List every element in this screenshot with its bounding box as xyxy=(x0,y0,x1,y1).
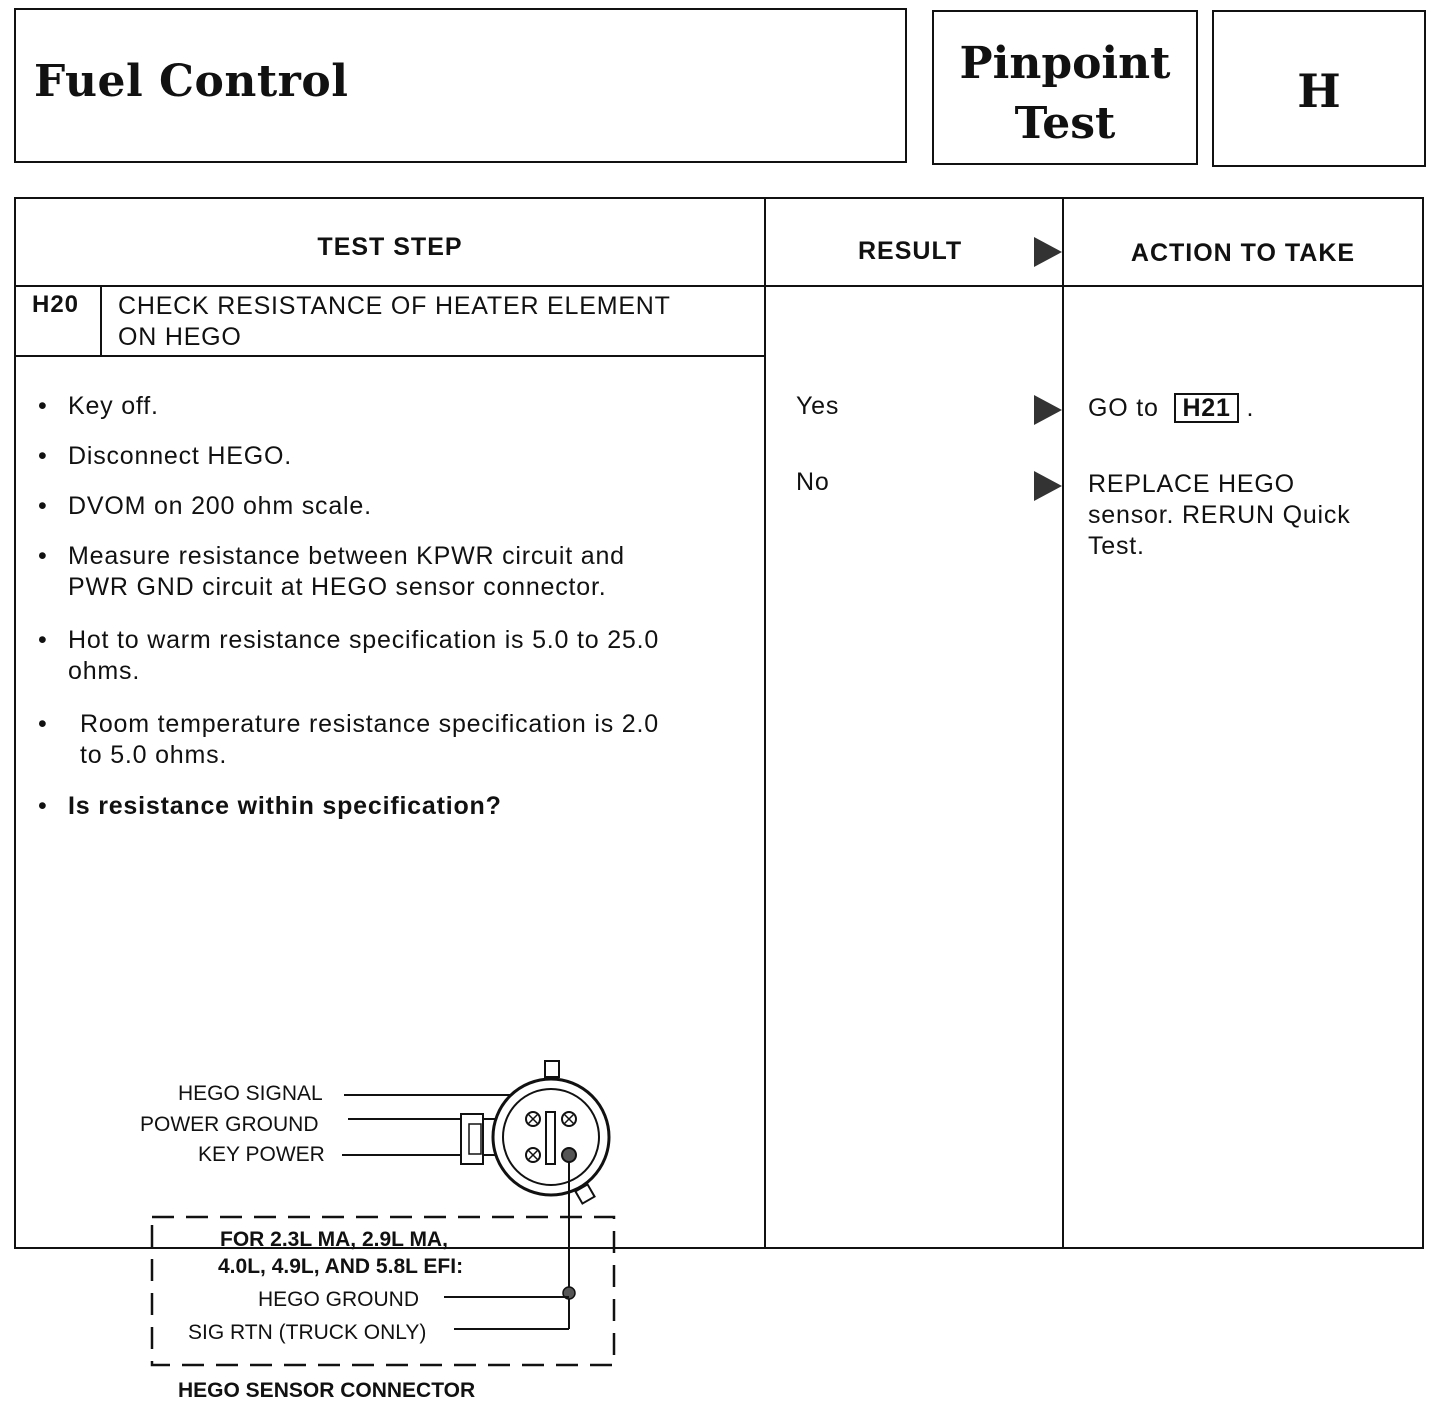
pin-icon xyxy=(562,1148,576,1162)
step-item xyxy=(80,709,659,771)
bullet-icon: • xyxy=(38,542,47,570)
step-question xyxy=(68,791,502,822)
step-item-line: Measure resistance between KPWR circuit and xyxy=(68,542,625,570)
header-divider xyxy=(16,285,1424,287)
column-divider-action xyxy=(1062,199,1064,1247)
arrow-right-icon xyxy=(1034,395,1062,425)
label-sig-rtn: SIG RTN (TRUCK ONLY) xyxy=(188,1321,427,1344)
test-letter: H xyxy=(1297,64,1341,118)
step-item xyxy=(68,391,159,422)
result-yes: Yes xyxy=(796,392,840,420)
diagram-caption: HEGO SENSOR CONNECTOR xyxy=(178,1379,476,1402)
header-action: ACTION TO TAKE xyxy=(1130,239,1356,267)
pinpoint-test-box xyxy=(932,10,1198,165)
bullet-icon: • xyxy=(38,442,47,470)
pin-icon xyxy=(562,1112,576,1126)
step-title-line1: CHECK RESISTANCE OF HEATER ELEMENT xyxy=(118,292,671,320)
connector-key-tab xyxy=(545,1061,559,1077)
pin-icon xyxy=(526,1112,540,1126)
bullet-icon: • xyxy=(38,792,47,820)
connector-latch-inner xyxy=(469,1124,481,1154)
step-item-line: Disconnect HEGO. xyxy=(68,442,292,470)
note-line2: 4.0L, 4.9L, AND 5.8L EFI: xyxy=(218,1255,464,1278)
bullet-icon: • xyxy=(38,710,47,738)
action-yes xyxy=(1088,393,1254,424)
label-hego-signal: HEGO SIGNAL xyxy=(178,1082,323,1105)
action-no-line: REPLACE HEGO xyxy=(1088,470,1295,498)
step-title-line2: ON HEGO xyxy=(118,323,242,351)
action-no-line: Test. xyxy=(1088,532,1145,560)
result-arrow-icon xyxy=(1034,237,1062,267)
connector-center-divider xyxy=(546,1112,555,1164)
action-yes-prefix: GO to xyxy=(1088,394,1159,422)
label-key-power: KEY POWER xyxy=(198,1143,325,1166)
step-title xyxy=(118,291,671,353)
step-item xyxy=(68,491,372,522)
action-no xyxy=(1088,469,1351,562)
title-box xyxy=(14,8,907,163)
action-yes-suffix: . xyxy=(1246,394,1255,422)
step-item-line: ohms. xyxy=(68,657,141,685)
step-id-divider xyxy=(100,285,102,355)
label-hego-ground: HEGO GROUND xyxy=(258,1288,420,1311)
pinpoint-line1: Pinpoint xyxy=(959,38,1171,89)
label-power-ground: POWER GROUND xyxy=(140,1113,319,1136)
pinpoint-test-label xyxy=(934,34,1196,154)
step-item-line: DVOM on 200 ohm scale. xyxy=(68,492,372,520)
step-item xyxy=(68,625,659,687)
step-title-divider xyxy=(16,355,764,357)
step-item xyxy=(68,441,292,472)
step-item-line: to 5.0 ohms. xyxy=(80,741,228,769)
pinpoint-line2: Test xyxy=(1014,98,1116,149)
header-test-step: TEST STEP xyxy=(317,233,463,261)
step-item-line: Is resistance within specification? xyxy=(68,792,502,820)
arrow-right-icon xyxy=(1034,471,1062,501)
step-item xyxy=(68,541,625,603)
step-item-line: Key off. xyxy=(68,392,159,420)
test-letter-box xyxy=(1212,10,1426,167)
goto-step-link[interactable]: H21 xyxy=(1174,393,1238,423)
result-no: No xyxy=(796,468,830,496)
bullet-icon: • xyxy=(38,626,47,654)
step-item-line: PWR GND circuit at HEGO sensor connector. xyxy=(68,573,607,601)
page-title: Fuel Control xyxy=(34,56,349,107)
note-line1: FOR 2.3L MA, 2.9L MA, xyxy=(220,1228,448,1251)
step-item-line: Hot to warm resistance specification is 5.0 to 25.0 xyxy=(68,626,660,654)
pinpoint-test-table xyxy=(14,197,1424,1402)
action-no-line: sensor. RERUN Quick xyxy=(1088,501,1351,529)
bullet-icon: • xyxy=(38,392,47,420)
pin-icon xyxy=(526,1148,540,1162)
bullet-icon: • xyxy=(38,492,47,520)
column-divider-result xyxy=(764,199,766,1247)
step-id: H20 xyxy=(32,291,80,318)
header-result: RESULT xyxy=(858,237,963,265)
step-item-line: Room temperature resistance specification is 2.0 xyxy=(80,710,659,738)
hego-connector-diagram xyxy=(136,1059,636,1409)
